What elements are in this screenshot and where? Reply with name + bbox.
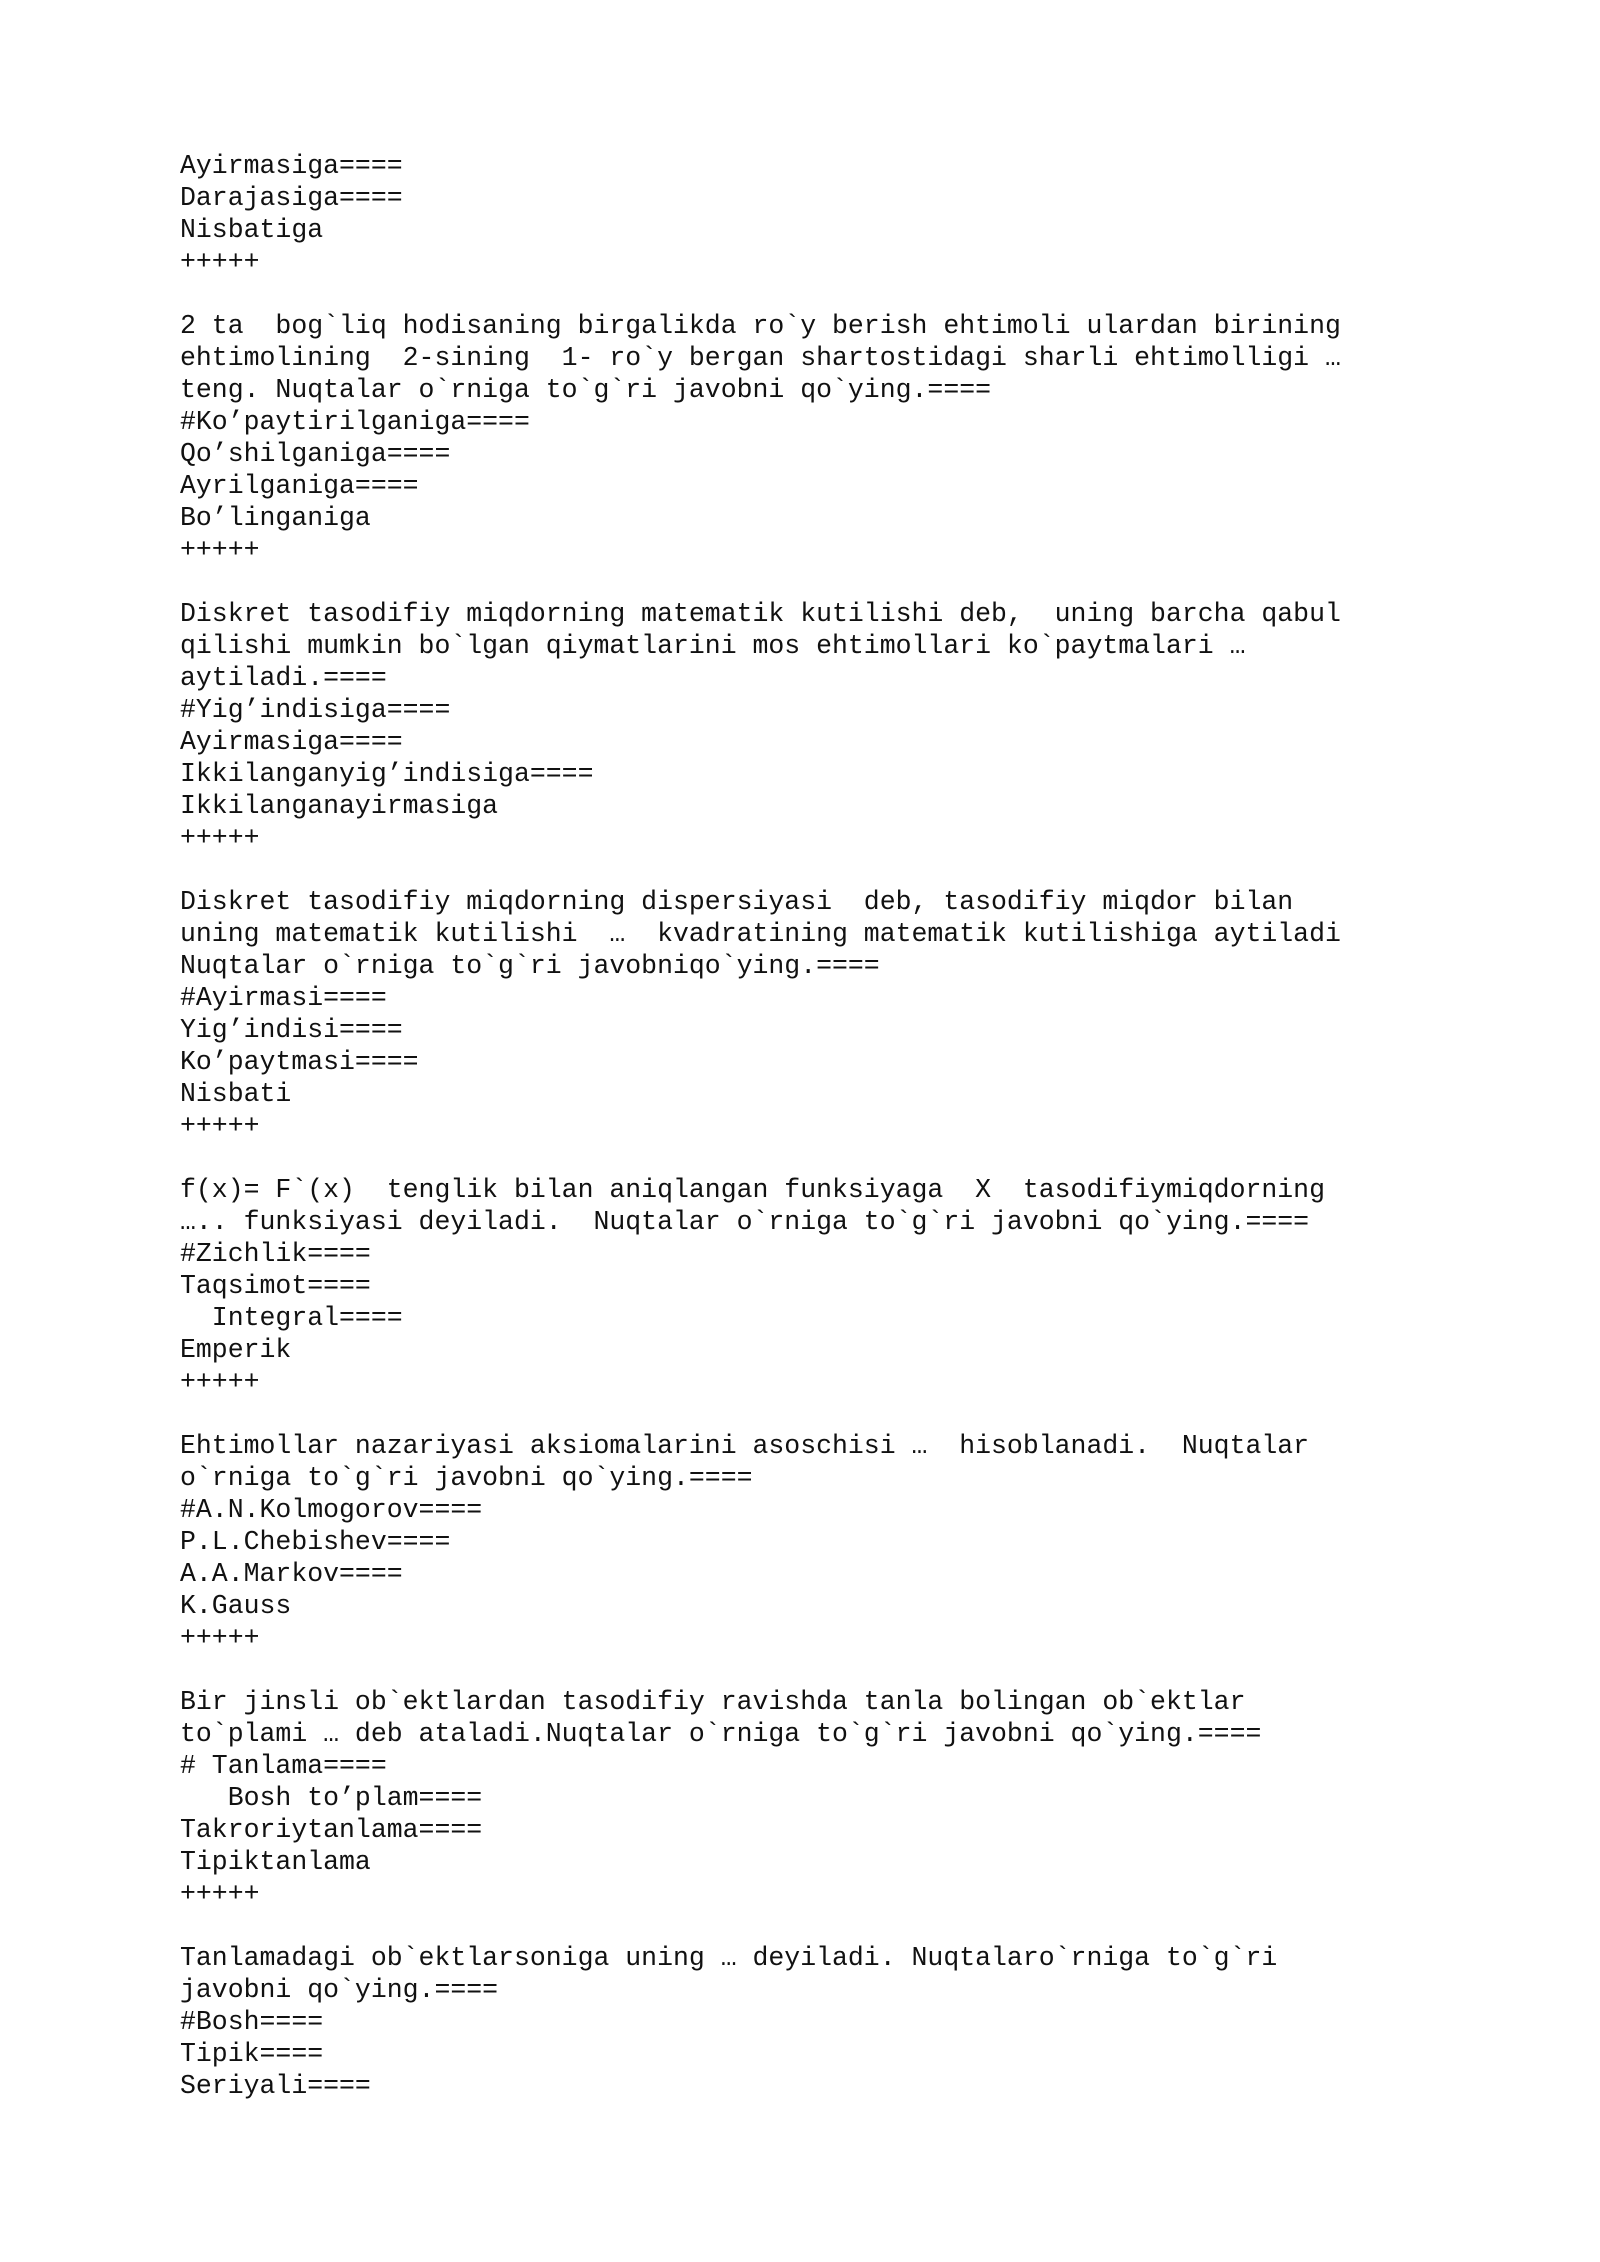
text-line: Tipik====: [180, 2039, 324, 2069]
blank-line: [180, 1142, 1480, 1174]
text-line: Takroriytanlama====: [180, 1815, 483, 1845]
text-line: #Ko’paytirilganiga====: [180, 407, 530, 437]
text-line: Ayrilganiga====: [180, 471, 419, 501]
text-line: Nuqtalar o`rniga to`g`ri javobniqo`ying.====: [180, 951, 880, 981]
text-line: +++++: [180, 247, 260, 277]
text-line: Bosh to’plam====: [180, 1783, 483, 1813]
text-line: #Zichlik====: [180, 1239, 371, 1269]
text-line: javobni qo`ying.====: [180, 1975, 499, 2005]
text-line: ….. funksiyasi deyiladi. Nuqtalar o`rniga to`g`ri javobni qo`ying.====: [180, 1207, 1310, 1237]
text-line: Integral====: [180, 1303, 403, 1333]
text-line: #A.N.Kolmogorov====: [180, 1495, 483, 1525]
text-line: +++++: [180, 823, 260, 853]
text-line: to`plami … deb ataladi.Nuqtalar o`rniga to`g`ri javobni qo`ying.====: [180, 1719, 1262, 1749]
text-line: ehtimolining 2-sining 1- ro`y bergan shartostidagi sharli ehtimolligi …: [180, 343, 1341, 373]
document-text: [180, 150, 1480, 2102]
blank-line: [180, 854, 1480, 886]
text-line: #Bosh====: [180, 2007, 324, 2037]
text-line: Diskret tasodifiy miqdorning dispersiyasi deb, tasodifiy miqdor bilan: [180, 887, 1294, 917]
blank-line: [180, 566, 1480, 598]
text-line: A.A.Markov====: [180, 1559, 403, 1589]
text-line: Tipiktanlama: [180, 1847, 371, 1877]
text-line: Nisbati: [180, 1079, 292, 1109]
text-line: +++++: [180, 535, 260, 565]
text-line: Ehtimollar nazariyasi aksiomalarini asoschisi … hisoblanadi. Nuqtalar: [180, 1431, 1310, 1461]
text-line: K.Gauss: [180, 1591, 292, 1621]
text-line: aytiladi.====: [180, 663, 387, 693]
text-line: Bo’linganiga: [180, 503, 371, 533]
blank-line: [180, 1654, 1480, 1686]
text-line: Ikkilanganayirmasiga: [180, 791, 499, 821]
text-line: 2 ta bog`liq hodisaning birgalikda ro`y berish ehtimoli ulardan birining: [180, 311, 1341, 341]
blank-line: [180, 1398, 1480, 1430]
text-line: Diskret tasodifiy miqdorning matematik kutilishi deb, uning barcha qabul: [180, 599, 1341, 629]
text-line: +++++: [180, 1623, 260, 1653]
text-line: Emperik: [180, 1335, 292, 1365]
blank-line: [180, 278, 1480, 310]
text-line: +++++: [180, 1111, 260, 1141]
text-line: # Tanlama====: [180, 1751, 387, 1781]
text-line: Nisbatiga: [180, 215, 324, 245]
text-line: Qo’shilganiga====: [180, 439, 451, 469]
text-line: Ayirmasiga====: [180, 151, 403, 181]
text-line: Ayirmasiga====: [180, 727, 403, 757]
text-line: Yig’indisi====: [180, 1015, 403, 1045]
text-line: #Ayirmasi====: [180, 983, 387, 1013]
text-line: o`rniga to`g`ri javobni qo`ying.====: [180, 1463, 753, 1493]
text-line: Tanlamadagi ob`ektlarsoniga uning … deyiladi. Nuqtalaro`rniga to`g`ri: [180, 1943, 1278, 1973]
text-line: Darajasiga====: [180, 183, 403, 213]
text-line: Bir jinsli ob`ektlardan tasodifiy ravishda tanla bolingan ob`ektlar: [180, 1687, 1246, 1717]
text-line: Taqsimot====: [180, 1271, 371, 1301]
blank-line: [180, 1910, 1480, 1942]
text-line: #Yig’indisiga====: [180, 695, 451, 725]
text-line: uning matematik kutilishi … kvadratining matematik kutilishiga aytiladi: [180, 919, 1341, 949]
text-line: qilishi mumkin bo`lgan qiymatlarini mos ehtimollari ko`paytmalari …: [180, 631, 1246, 661]
text-line: teng. Nuqtalar o`rniga to`g`ri javobni qo`ying.====: [180, 375, 992, 405]
text-line: Ko’paytmasi====: [180, 1047, 419, 1077]
text-line: +++++: [180, 1879, 260, 1909]
text-line: f(x)= F`(x) tenglik bilan aniqlangan funksiyaga X tasodifiymiqdorning: [180, 1175, 1325, 1205]
text-line: P.L.Chebishev====: [180, 1527, 451, 1557]
text-line: Ikkilanganyig’indisiga====: [180, 759, 594, 789]
text-line: Seriyali====: [180, 2071, 371, 2101]
text-line: +++++: [180, 1367, 260, 1397]
